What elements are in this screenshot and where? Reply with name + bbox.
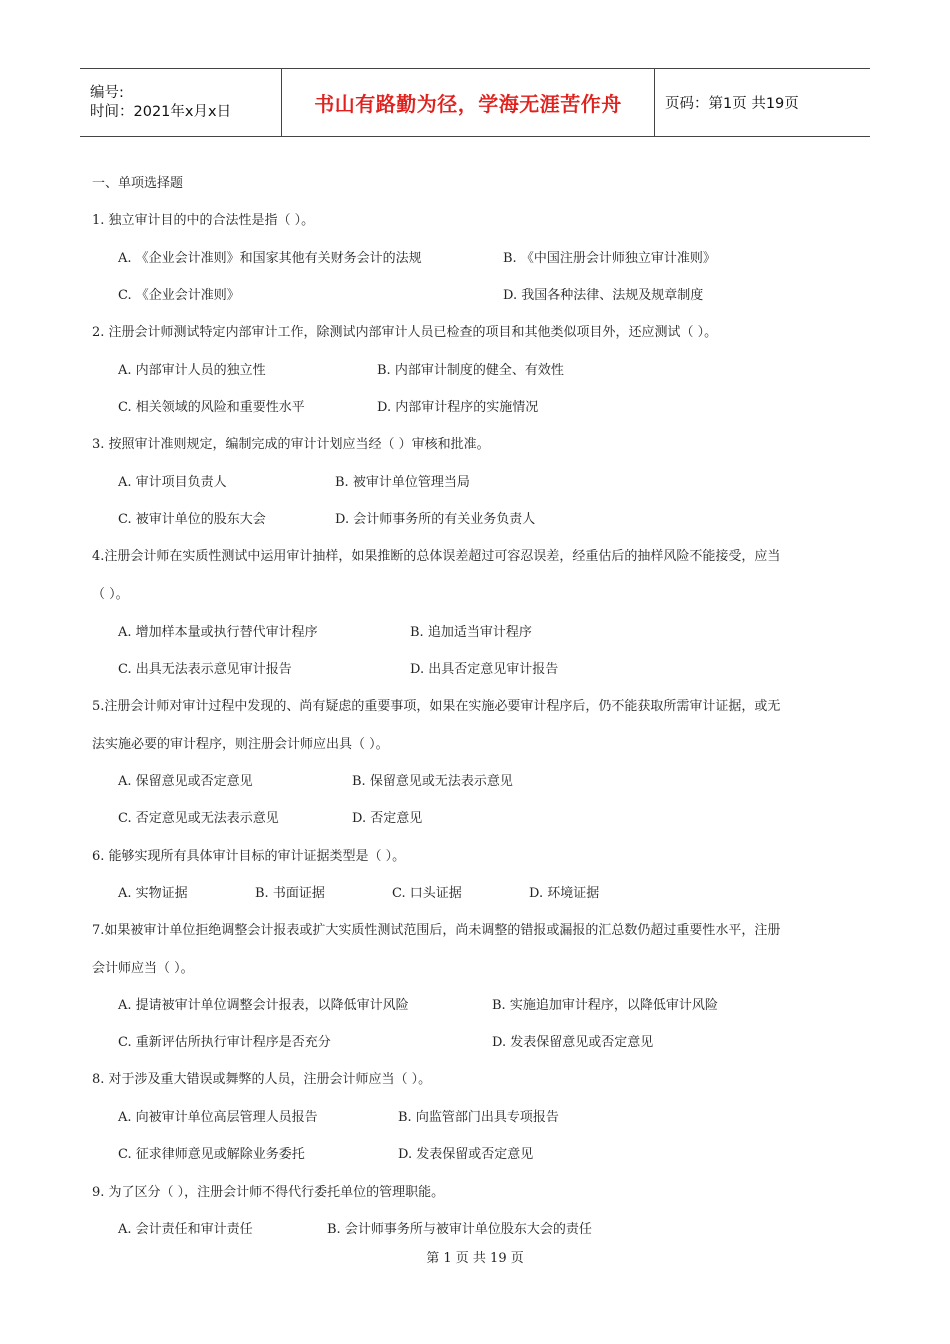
- question-stem: 5.注册会计师对审计过程中发现的、尚有疑虑的重要事项，如果在实施必要审计程序后，仍不能获取所需审计证据，或无: [92, 699, 781, 714]
- answer-option: C. 否定意见或无法表示意见: [118, 811, 279, 826]
- page-header: [80, 68, 870, 137]
- answer-option: B. 追加适当审计程序: [410, 625, 532, 640]
- answer-option: B. 《中国注册会计师独立审计准则》: [503, 251, 716, 266]
- answer-option: B. 实施追加审计程序，以降低审计风险: [492, 998, 718, 1013]
- page-footer: [0, 1247, 950, 1266]
- question-stem: 8. 对于涉及重大错误或舞弊的人员，注册会计师应当（ ）。: [92, 1072, 432, 1087]
- header-page-info: [655, 69, 870, 136]
- header-motto: [282, 69, 655, 136]
- answer-option: C. 征求律师意见或解除业务委托: [118, 1147, 305, 1162]
- answer-option: A. 增加样本量或执行替代审计程序: [118, 625, 318, 640]
- motto-text: 书山有路勤为径，学海无涯苦作舟: [314, 92, 622, 116]
- answer-option: B. 会计师事务所与被审计单位股东大会的责任: [327, 1222, 592, 1237]
- question-stem: （ ）。: [92, 587, 129, 602]
- question-stem: 6. 能够实现所有具体审计目标的审计证据类型是（ ）。: [92, 849, 406, 864]
- answer-option: B. 被审计单位管理当局: [335, 475, 470, 490]
- section-title: 一、单项选择题: [92, 176, 184, 191]
- answer-option: B. 书面证据: [255, 886, 325, 901]
- answer-option: A. 审计项目负责人: [118, 475, 227, 490]
- answer-option: C. 口头证据: [392, 886, 462, 901]
- answer-option: B. 内部审计制度的健全、有效性: [377, 363, 564, 378]
- page-info-text: 页码：第1页 共19页: [665, 96, 799, 112]
- question-stem: 4.注册会计师在实质性测试中运用审计抽样，如果推断的总体误差超过可容忍误差，经重估后的抽样风险不能接受，应当: [92, 549, 781, 564]
- header-meta: [80, 69, 282, 136]
- answer-option: D. 出具否定意见审计报告: [410, 662, 559, 677]
- answer-option: A. 向被审计单位高层管理人员报告: [118, 1110, 318, 1125]
- footer-page-number: 第 1 页 共 19 页: [426, 1251, 524, 1266]
- question-stem: 法实施必要的审计程序，则注册会计师应出具（ ）。: [92, 737, 389, 752]
- question-stem: 3. 按照审计准则规定，编制完成的审计计划应当经（ ）审核和批准。: [92, 437, 490, 452]
- answer-option: D. 内部审计程序的实施情况: [377, 400, 539, 415]
- answer-option: A. 内部审计人员的独立性: [118, 363, 266, 378]
- answer-option: A. 提请被审计单位调整会计报表，以降低审计风险: [118, 998, 409, 1013]
- answer-option: B. 保留意见或无法表示意见: [352, 774, 513, 789]
- answer-option: C. 被审计单位的股东大会: [118, 512, 266, 527]
- answer-option: D. 我国各种法律、法规及规章制度: [503, 288, 704, 303]
- answer-option: A. 《企业会计准则》和国家其他有关财务会计的法规: [118, 251, 422, 266]
- answer-option: D. 否定意见: [352, 811, 423, 826]
- answer-option: D. 环境证据: [529, 886, 600, 901]
- question-stem: 7.如果被审计单位拒绝调整会计报表或扩大实质性测试范围后，尚未调整的错报或漏报的汇总数仍超过重要性水平，注册: [92, 923, 781, 938]
- answer-option: D. 会计师事务所的有关业务负责人: [335, 512, 536, 527]
- answer-option: C. 重新评估所执行审计程序是否充分: [118, 1035, 331, 1050]
- answer-option: A. 实物证据: [118, 886, 188, 901]
- answer-option: B. 向监管部门出具专项报告: [398, 1110, 559, 1125]
- answer-option: C. 《企业会计准则》: [118, 288, 240, 303]
- answer-option: C. 出具无法表示意见审计报告: [118, 662, 292, 677]
- answer-option: D. 发表保留意见或否定意见: [492, 1035, 654, 1050]
- answer-option: D. 发表保留或否定意见: [398, 1147, 534, 1162]
- answer-option: A. 保留意见或否定意见: [118, 774, 253, 789]
- answer-option: C. 相关领域的风险和重要性水平: [118, 400, 305, 415]
- document-number-label: 编号:: [90, 84, 124, 101]
- document-date: 时间：2021年x月x日: [90, 103, 232, 120]
- question-stem: 1. 独立审计目的中的合法性是指（ ）。: [92, 213, 315, 228]
- question-stem: 会计师应当（ ）。: [92, 961, 194, 976]
- question-stem: 2. 注册会计师测试特定内部审计工作，除测试内部审计人员已检查的项目和其他类似项目外，还应测试（ ）。: [92, 325, 718, 340]
- answer-option: A. 会计责任和审计责任: [118, 1222, 253, 1237]
- question-stem: 9. 为了区分（ ），注册会计师不得代行委托单位的管理职能。: [92, 1185, 445, 1200]
